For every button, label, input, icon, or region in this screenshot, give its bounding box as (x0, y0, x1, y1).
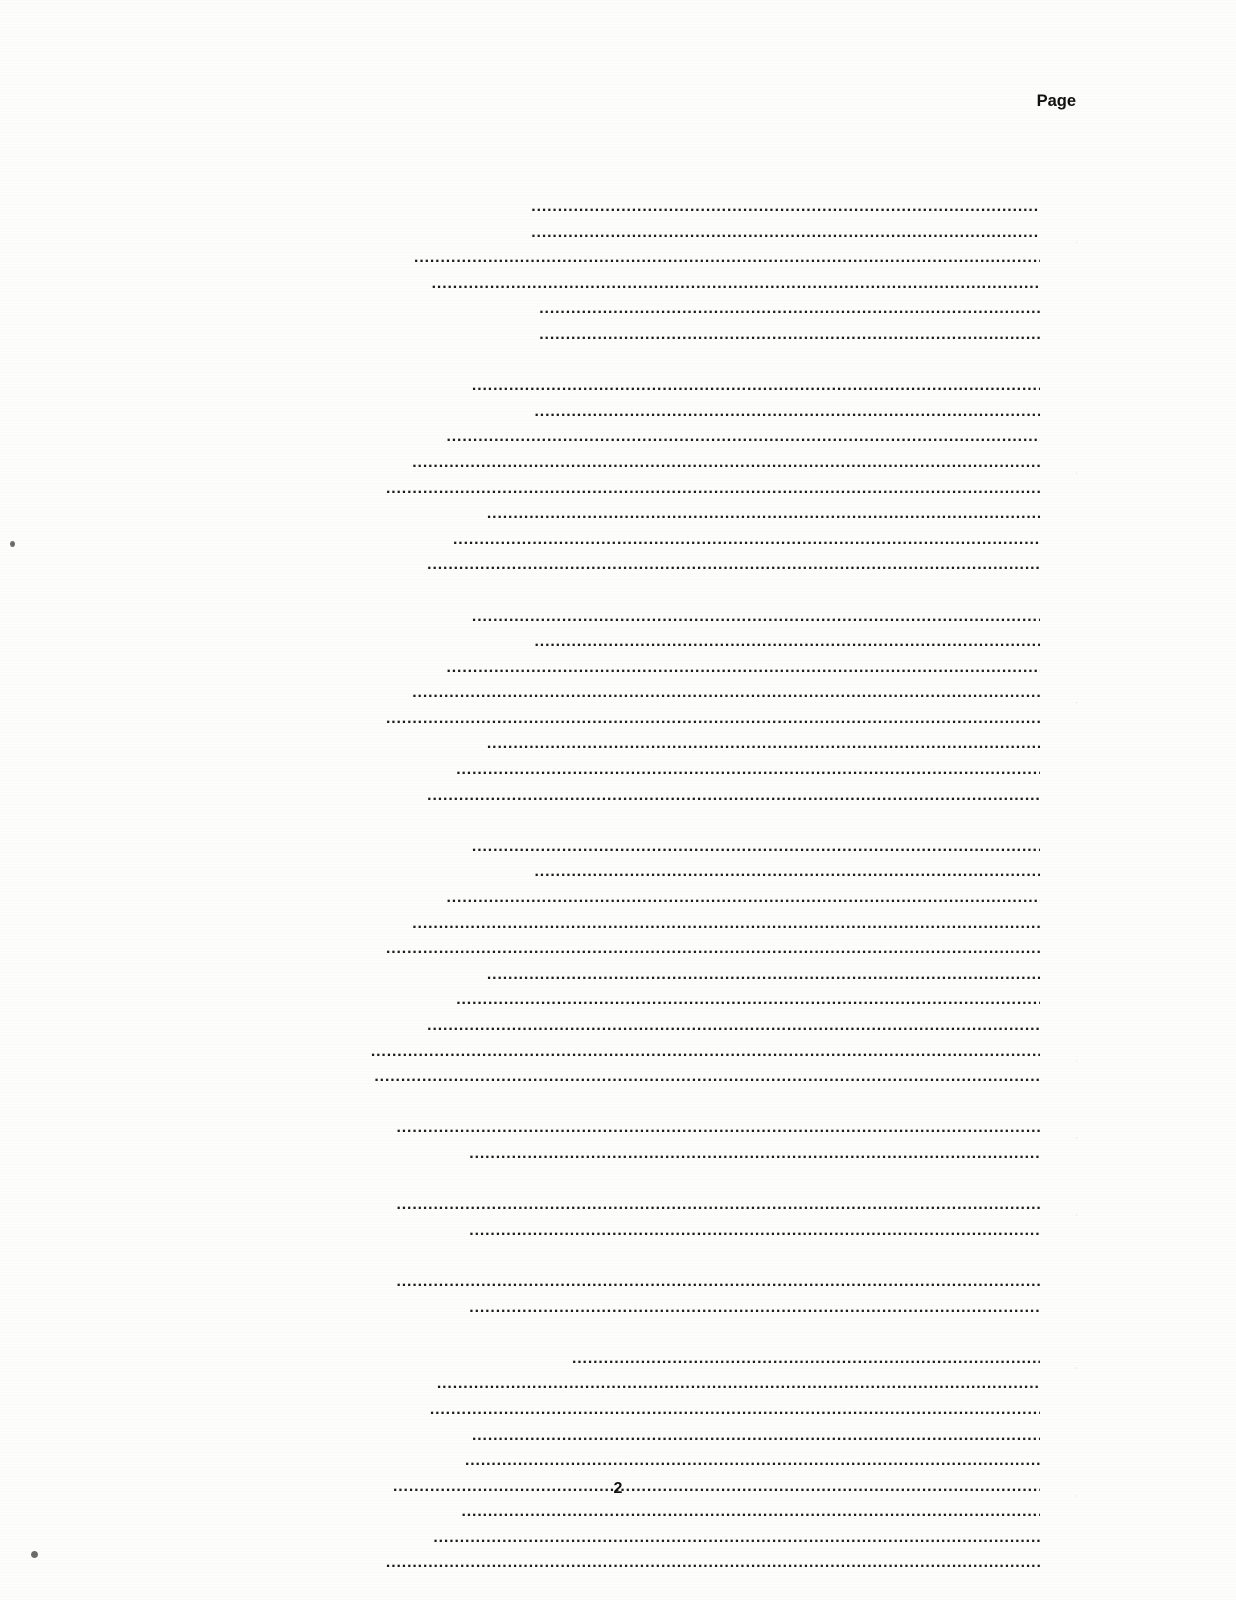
leader-dots (465, 1458, 1040, 1474)
leader-dots (427, 1023, 1040, 1039)
leader-dots (396, 1125, 1040, 1141)
leader-dots (412, 920, 1040, 936)
leader-dots (371, 1048, 1040, 1064)
leader-dots (386, 485, 1040, 501)
leader-dots (472, 1432, 1040, 1448)
leader-dots (396, 1202, 1040, 1218)
leader-dots (539, 332, 1040, 348)
leader-dots (437, 1381, 1040, 1397)
leader-dots (469, 1228, 1040, 1244)
leader-dots (446, 895, 1040, 911)
leader-dots (535, 869, 1041, 885)
column-header-page: Page (116, 92, 1076, 1585)
scan-speck-bottom (31, 1551, 38, 1558)
toc-content (116, 92, 1076, 1585)
footer-page-number: 2 (613, 1480, 623, 1497)
leader-dots (469, 1304, 1040, 1320)
leader-dots (412, 690, 1040, 706)
leader-dots (412, 460, 1040, 476)
leader-dots (374, 1074, 1040, 1090)
leader-dots (472, 383, 1040, 399)
leader-dots (386, 1560, 1040, 1576)
leader-dots (386, 716, 1040, 732)
leader-dots (446, 664, 1040, 680)
leader-dots (432, 281, 1040, 297)
leader-dots (531, 229, 1040, 245)
table-header-row (116, 92, 1076, 159)
leader-dots (487, 511, 1040, 527)
leader-dots (469, 1151, 1040, 1167)
leader-dots (539, 306, 1040, 322)
leader-dots (487, 972, 1040, 988)
leader-dots (535, 409, 1041, 425)
scan-speck-left (10, 541, 15, 547)
leader-dots (396, 1279, 1040, 1295)
leader-dots (430, 1407, 1040, 1423)
leader-dots (453, 537, 1040, 553)
leader-dots (414, 255, 1040, 271)
leader-dots (456, 767, 1040, 783)
leader-dots (572, 1356, 1040, 1372)
leader-dots (487, 741, 1040, 757)
leader-dots (472, 613, 1040, 629)
leader-dots (461, 1509, 1040, 1525)
leader-dots (472, 844, 1040, 860)
leader-dots (427, 792, 1040, 808)
leader-dots (386, 946, 1040, 962)
leader-dots (427, 562, 1040, 578)
leader-dots (531, 204, 1040, 220)
leader-dots (446, 434, 1040, 450)
leader-dots (433, 1535, 1040, 1551)
leader-dots (456, 997, 1040, 1013)
leader-dots (535, 639, 1041, 655)
